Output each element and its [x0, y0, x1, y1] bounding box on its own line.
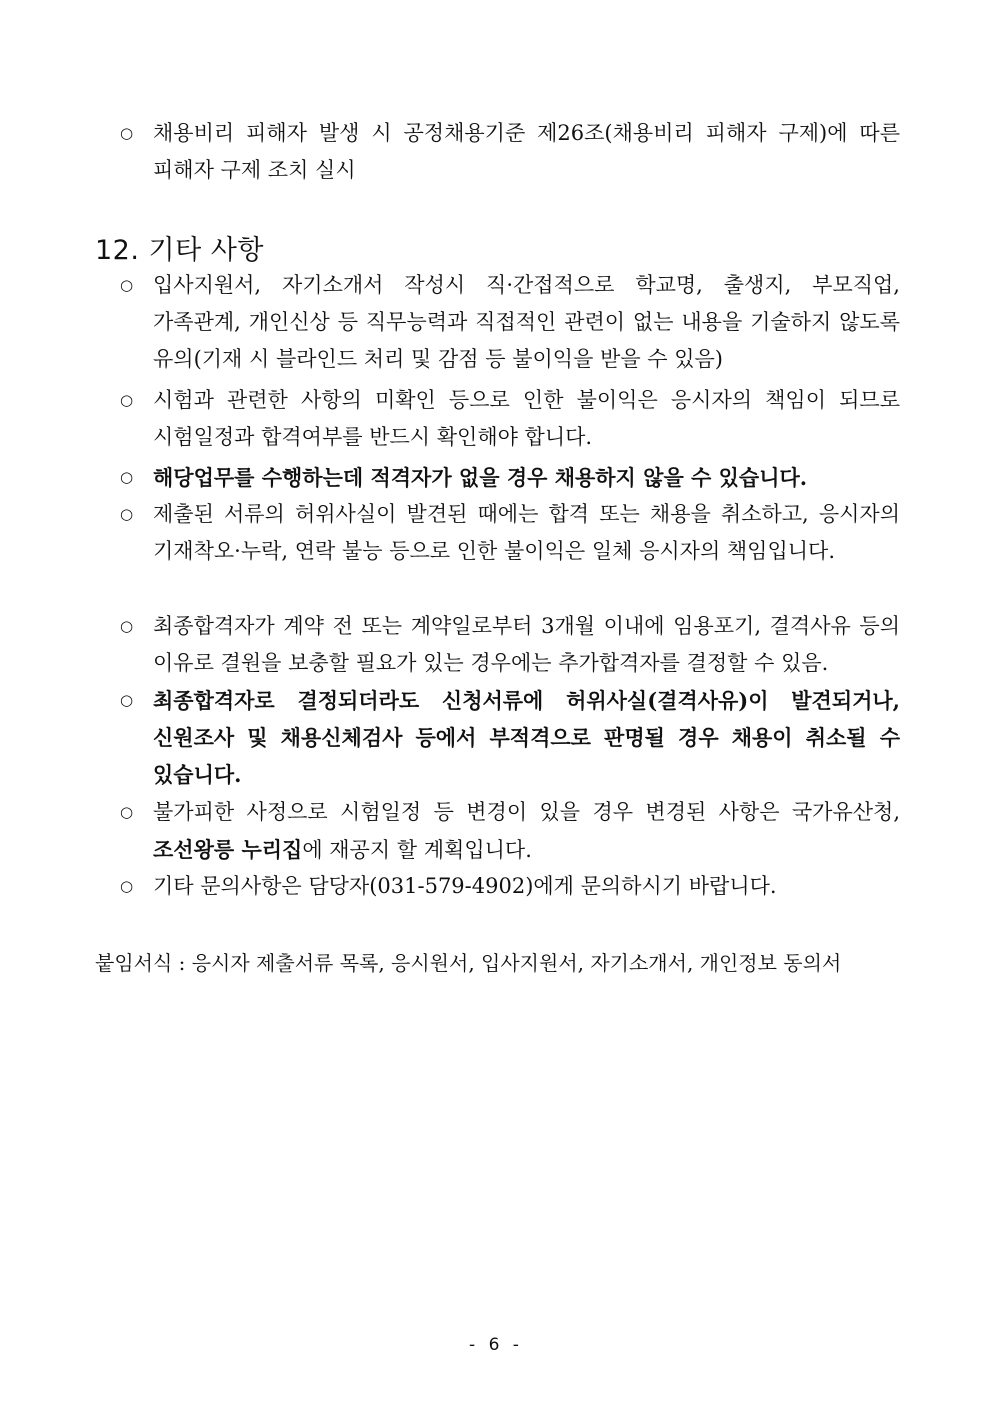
list-item-text: 채용비리 피해자 발생 시 공정채용기준 제26조(채용비리 피해자 구제)에 따른 피해자 구제 조치 실시 [153, 121, 900, 182]
attachment-note: 붙임서식 : 응시자 제출서류 목록, 응시원서, 입사지원서, 자기소개서, 개인정보 동의서 [95, 951, 842, 975]
bullet-marker: ○ [120, 276, 134, 294]
bullet-marker: ○ [120, 391, 134, 409]
list-item-text: 최종합격자로 결정되더라도 신청서류에 허위사실(결격사유)이 발견되거나, 신원조사 및 채용신체검사 등에서 부적격으로 판명될 경우 채용이 취소될 수 있습니다. [153, 688, 900, 787]
list-item-text: 입사지원서, 자기소개서 작성시 직·간접적으로 학교명, 출생지, 부모직업, 가족관계, 개인신상 등 직무능력과 직접적인 관련이 없는 내용을 기술하지 않도록 유의(기재 시 블라인드 처리 및 감점 등 불이익을 받을 수 있음) [153, 273, 900, 371]
bullet-marker: ○ [120, 691, 134, 709]
list-item [120, 794, 900, 869]
list-item [120, 115, 900, 189]
list-item-text [153, 794, 900, 869]
list-item-text-part: 에 재공지 할 계획입니다. [302, 838, 532, 862]
list-item [120, 267, 900, 378]
list-item-text: 기타 문의사항은 담당자(031-579-4902)에게 문의하시기 바랍니다. [153, 874, 777, 898]
bullet-marker: ○ [120, 505, 134, 523]
list-item [120, 496, 900, 570]
bullet-marker: ○ [120, 468, 134, 486]
bullet-marker: ○ [120, 877, 134, 895]
bullet-marker: ○ [120, 124, 134, 142]
section-heading: 12. 기타 사항 [95, 235, 264, 266]
list-item [120, 382, 900, 456]
list-item [120, 459, 900, 496]
list-item-text: 제출된 서류의 허위사실이 발견된 때에는 합격 또는 채용을 취소하고, 응시자의 기재착오·누락, 연락 불능 등으로 인한 불이익은 일체 응시자의 책임입니다. [153, 502, 900, 563]
list-item [120, 608, 900, 682]
list-item-text: 해당업무를 수행하는데 적격자가 없을 경우 채용하지 않을 수 있습니다. [153, 465, 808, 490]
website-name: 조선왕릉 누리집 [153, 837, 303, 862]
list-item-text: 최종합격자가 계약 전 또는 계약일로부터 3개월 이내에 임용포기, 결격사유 등의 이유로 결원을 보충할 필요가 있는 경우에는 추가합격자를 결정할 수 있음. [153, 614, 900, 675]
bullet-marker: ○ [120, 617, 134, 635]
list-item [120, 868, 900, 905]
bullet-marker: ○ [120, 803, 134, 821]
list-item [120, 682, 900, 793]
page-number: - 6 - [469, 1335, 523, 1355]
list-item-text: 시험과 관련한 사항의 미확인 등으로 인한 불이익은 응시자의 책임이 되므로 시험일정과 합격여부를 반드시 확인해야 합니다. [153, 388, 900, 449]
list-item-text-part: 불가피한 사정으로 시험일정 등 변경이 있을 경우 변경된 사항은 국가유산청, [153, 800, 900, 824]
